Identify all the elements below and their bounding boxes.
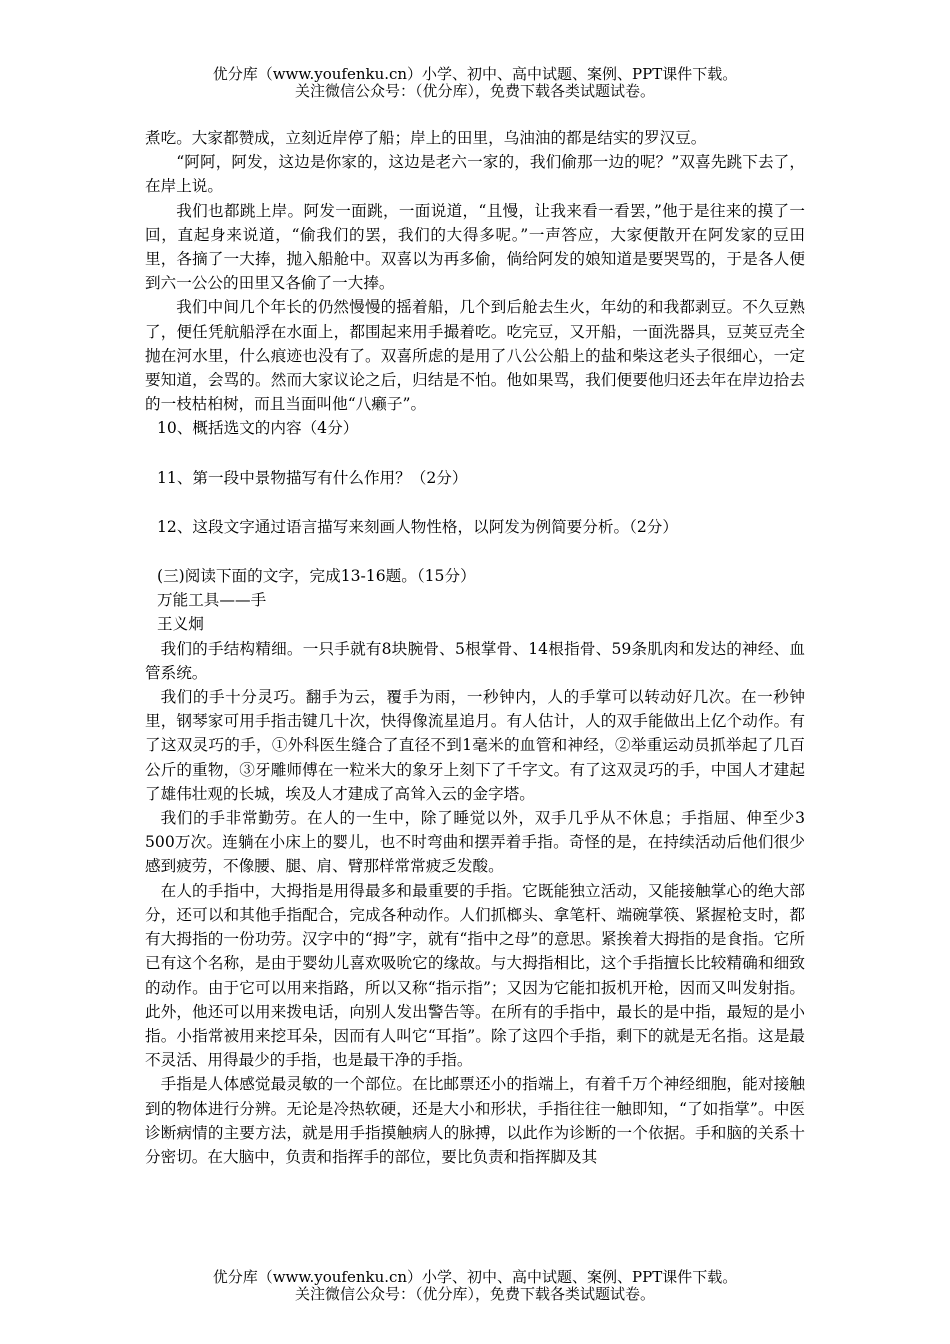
article-paragraph: 我们的手非常勤劳。在人的一生中，除了睡觉以外，双手几乎从不休息；手指屈、伸至少3 500万次。连躺在小床上的婴儿，也不时弯曲和摆弄着手指。奇怪的是，在持续活动后他们很少感到疲劳，不像腰、腿、肩、臂那样常常疲乏发酸。	[145, 809, 805, 876]
article-paragraph: 我们的手结构精细。一只手就有8块腕骨、5根掌骨、14根指骨、59条肌肉和发达的神经、血管系统。	[145, 639, 805, 682]
section-heading: (三)阅读下面的文字，完成13-16题。（15分）	[157, 567, 476, 586]
article-title: 万能工具——手	[157, 591, 267, 610]
passage-paragraph: “阿阿，阿发，这边是你家的，这边是老六一家的，我们偷那一边的呢？”双喜先跳下去了，在岸上说。	[145, 153, 805, 196]
article-author: 王义炯	[157, 615, 204, 634]
question-11: 11、第一段中景物描写有什么作用？（2分）	[157, 468, 468, 487]
footer-line-1: 优分库（www.youfenku.cn）小学、初中、高中试题、案例、PPT课件下载。	[212, 1268, 738, 1286]
footer-line-2: 关注微信公众号：（优分库），免费下载各类试题试卷。	[294, 1285, 655, 1303]
question-10: 10、概括选文的内容（4分）	[157, 419, 359, 438]
article-paragraph: 我们的手十分灵巧。翻手为云，覆手为雨，一秒钟内，人的手掌可以转动好几次。在一秒钟里，钢琴家可用手指击键几十次，快得像流星追月。有人估计，人的双手能做出上亿个动作。有了这双灵巧的手，①外科医生缝合了直径不到1毫米的血管和神经，②举重运动员抓举起了几百公斤的重物，③牙雕师傅在一粒米大的象牙上刻下了千字文。有了这双灵巧的手，中国人才建起了雄伟壮观的长城，埃及人才建成了高耸入云的金字塔。	[145, 688, 805, 803]
article-paragraph: 手指是人体感觉最灵敏的一个部位。在比邮票还小的指端上，有着千万个神经细胞，能对接触到的物体进行分辨。无论是冷热软硬，还是大小和形状，手指往往一触即知，“了如指掌”。中医诊断病情的主要方法，就是用手指摸触病人的脉搏，以此作为诊断的一个依据。手和脑的关系十分密切。在大脑中，负责和指挥手的部位，要比负责和指挥脚及其	[145, 1075, 805, 1166]
passage-paragraph: 我们中间几个年长的仍然慢慢的摇着船，几个到后舱去生火，年幼的和我都剥豆。不久豆熟了，便任凭航船浮在水面上，都围起来用手撮着吃。吃完豆，又开船，一面洗器具，豆荚豆壳全抛在河水里，什么痕迹也没有了。双喜所虑的是用了八公公船上的盐和柴这老头子很细心，一定要知道，会骂的。然而大家议论之后，归结是不怕。他如果骂，我们便要他归还去年在岸边拾去的一枝枯桕树，而且当面叫他“八癞子”。	[145, 298, 805, 414]
header-line-1: 优分库（www.youfenku.cn）小学、初中、高中试题、案例、PPT课件下载。	[212, 65, 738, 83]
header-line-2: 关注微信公众号：（优分库），免费下载各类试题试卷。	[294, 82, 655, 100]
question-12: 12、这段文字通过语言描写来刻画人物性格，以阿发为例简要分析。（2分）	[157, 517, 678, 536]
page-header	[0, 66, 950, 100]
passage-paragraph: 煮吃。大家都赞成，立刻近岸停了船；岸上的田里，乌油油的都是结实的罗汉豆。	[145, 129, 707, 147]
passage-paragraph: 我们也都跳上岸。阿发一面跳，一面说道，“且慢，让我来看一看罢，”他于是往来的摸了一回，直起身来说道，“偷我们的罢，我们的大得多呢。”一声答应，大家便散开在阿发家的豆田里，各摘了一大捧，抛入船舱中。双喜以为再多偷，倘给阿发的娘知道是要哭骂的，于是各人便到六一公公的田里又各偷了一大捧。	[145, 201, 805, 293]
page-footer	[0, 1269, 950, 1303]
article-paragraph: 在人的手指中，大拇指是用得最多和最重要的手指。它既能独立活动，又能接触掌心的绝大部分，还可以和其他手指配合，完成各种动作。人们抓榔头、拿笔杆、端碗掌筷、紧握枪支时，都有大拇指的一份功劳。汉字中的“拇”字，就有“指中之母”的意思。紧挨着大拇指的是食指。它所已有这个名称，是由于婴幼儿喜欢吸吮它的缘故。与大拇指相比，这个手指擅长比较精确和细致的动作。由于它可以用来指路，所以又称“指示指”；又因为它能扣扳机开枪，因而又叫发射指。此外，他还可以用来拨电话，向别人发出警告等。在所有的手指中，最长的是中指，最短的是小指。小指常被用来挖耳朵，因而有人叫它“耳指”。除了这四个手指，剩下的就是无名指。这是最不灵活、用得最少的手指，也是最干净的手指。	[145, 881, 805, 1070]
document-body	[145, 126, 805, 1169]
